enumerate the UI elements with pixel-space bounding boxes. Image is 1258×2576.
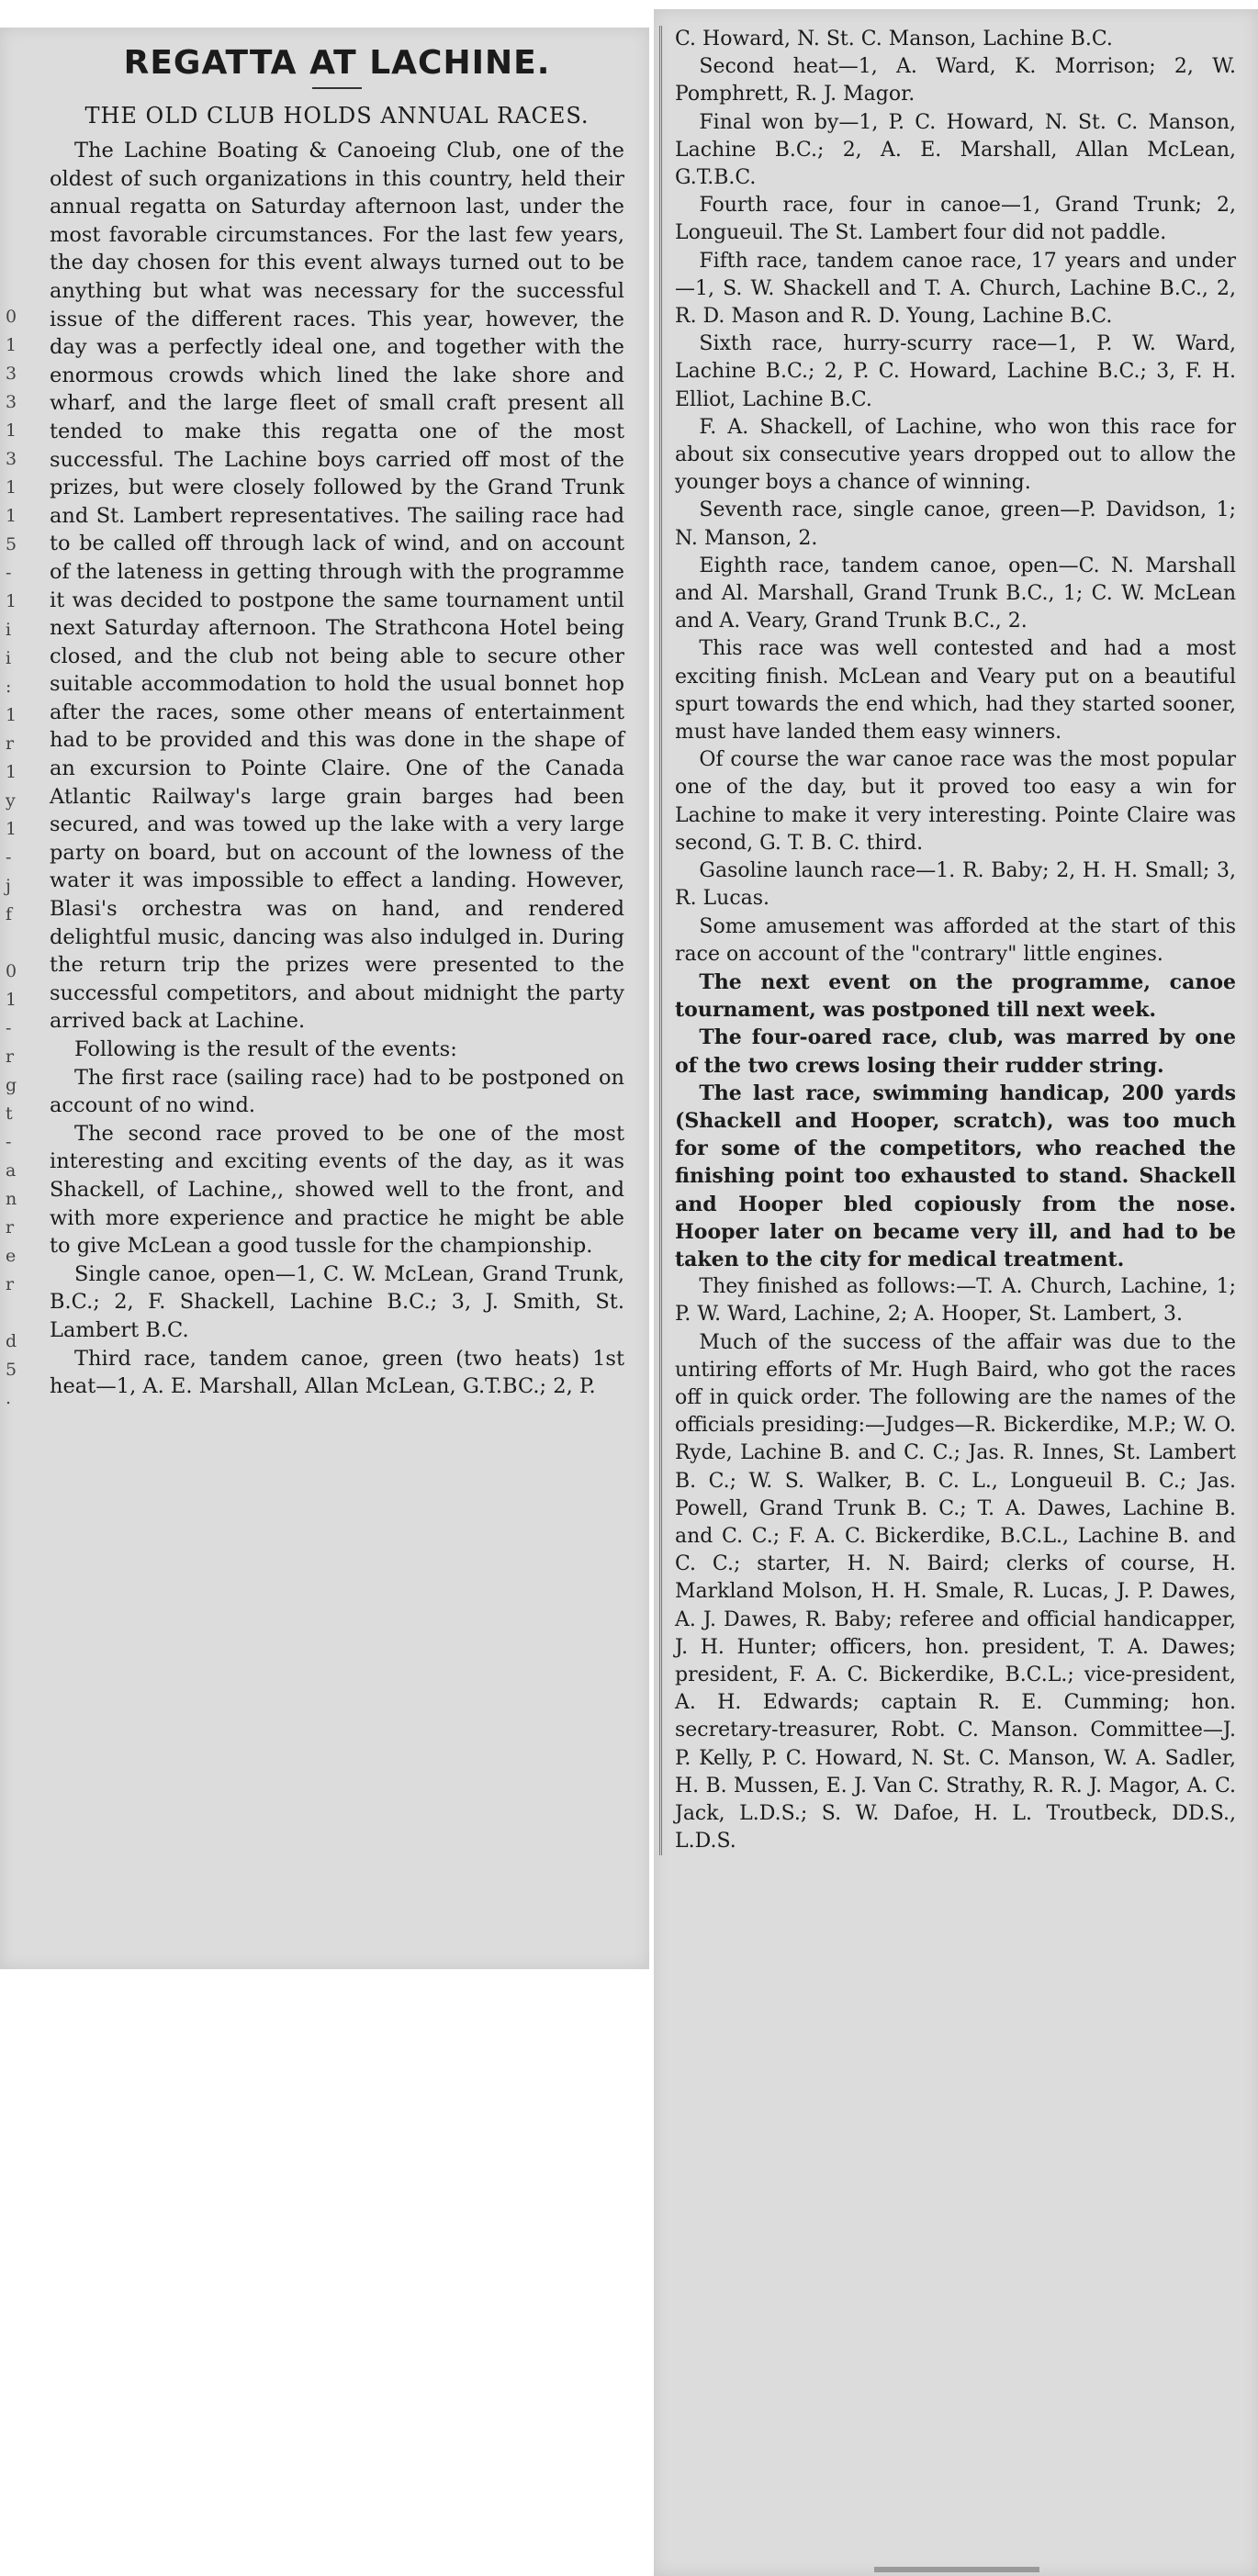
article-paragraph: Fifth race, tandem canoe race, 17 years and under—1, S. W. Shackell and T. A. Church, Lachine B.C., 2, R. D. Mason and R. D. Young, Lachine B.C. [675,249,1236,329]
article-paragraph: The next event on the programme, canoe tournament, was postponed till next week. [675,969,1236,1023]
edge-mark: 1 [6,705,17,725]
article-paragraph: Eighth race, tandem canoe, open—C. N. Marshall and Al. Marshall, Grand Trunk B.C., 1; C. W. McLean and A. Veary, Grand Trunk B.C., 2. [675,554,1236,633]
edge-mark: . [6,1388,12,1408]
edge-mark: 0 [6,961,17,981]
left-column-body [50,137,624,1401]
headline-rule [312,87,362,89]
article-paragraph: Fourth race, four in canoe—1, Grand Trunk; 2, Longueuil. The St. Lambert four did not paddle. [675,194,1236,245]
edge-mark: 1 [6,591,17,611]
edge-mark: - [6,1132,12,1152]
edge-mark: 1 [6,819,17,839]
article-paragraph: C. Howard, N. St. C. Manson, Lachine B.C. [675,28,1113,50]
edge-mark: r [6,1274,15,1294]
edge-mark: 1 [6,762,17,782]
edge-mark: 1 [6,506,17,526]
article-paragraph: The Lachine Boating & Canoeing Club, one of the oldest of such organizations in this country, held their annual regatta on Saturday afternoon last, under the most favorable circumstances. For the last few years, the day chosen for this event always turned out to be anything but what was necessary for the successful issue of the different races. This year, however, the day was a perfectly ideal one, and together with the enormous crowds which lined the lake shore and wharf, and the large fleet of small craft present all tended to make this regatta one of the most successful. The Lachine boys carried off most of the prizes, but were closely followed by the Grand Trunk and St. Lambert representatives. The sailing race had to be called off through lack of wind, and on account of the lateness in getting through with the programme it was decided to postpone the same tournament until next Saturday afternoon. The Strathcona Hotel being closed, and the club not being able to secure other suitable accommodation to hold the usual bonnet hop after the races, some other means of entertainment had to be provided and this was done in the shape of an excursion to Pointe Claire. One of the Canada Atlantic Railway's large grain barges had been secured, and was towed up the lake with a very large party on board, but on account of the lowness of the water it was impossible to effect a landing. However, Blasi's orchestra was on hand, and rendered delightful music, dancing was also indulged in. During the return trip the prizes were presented to the successful competitors, and about midnight the party arrived back at Lachine. [50,139,624,1034]
edge-mark: a [6,1160,17,1181]
article-paragraph: Much of the success of the affair was due to the untiring efforts of Mr. Hugh Baird, who got the races off in quick order. The following are the names of the officials presiding:—Judges—R. Bickerdike, M.P.; W. O. Ryde, Lachine B. and C. C.; Jas. R. Innes, St. Lambert B. C.; W. S. Walker, B. C. L., Longueuil B. C.; Jas. Powell, Grand Trunk B. C.; T. A. Dawes, Lachine B. and C. C.; F. A. C. Bickerdike, B.C.L., Lachine B. and C. C.; starter, H. N. Baird; clerks of course, H. Markland Molson, H. H. Smale, R. Lucas, J. P. Dawes, A. J. Dawes, R. Baby; referee and official handicapper, J. H. Hunter; officers, hon. president, T. A. Dawes; president, F. A. C. Bickerdike, B.C.L.; vice-president, A. H. Edwards; captain R. E. Cumming; hon. secretary-treasurer, Robt. C. Manson. Committee—J. P. Kelly, P. C. Howard, N. St. C. Manson, W. A. Sadler, H. B. Mussen, E. J. Van C. Strathy, R. R. J. Magor, A. C. Jack, L.D.S.; S. W. Dafoe, H. L. Troutbeck, DD.S., L.D.S. [675,1330,1236,1854]
article-right-column [659,26,1247,1855]
edge-mark: 5 [6,534,17,554]
edge-mark [0,929,37,958]
edge-mark: i [6,648,12,668]
article-paragraph: They finished as follows:—T. A. Church, Lachine, 1; P. W. Ward, Lachine, 2; A. Hooper, St. Lambert, 3. [675,1275,1236,1327]
article-paragraph: Sixth race, hurry-scurry race—1, P. W. Ward, Lachine B.C.; 2, P. C. Howard, Lachine B.C.; 3, F. H. Elliot, Lachine B.C. [675,332,1236,411]
edge-mark [0,1299,37,1327]
article-paragraph: Of course the war canoe race was the most popular one of the day, but it proved too easy a win for Lachine to make it very interesting. Pointe Claire was second, G. T. B. C. third. [675,748,1236,855]
edge-mark: - [6,1018,12,1038]
edge-mark: 1 [6,335,17,355]
edge-mark: n [6,1189,17,1209]
edge-mark: r [6,734,15,754]
edge-mark: 1 [6,477,17,498]
article-paragraph: The second race proved to be one of the most interesting and exciting events of the day, as it was Shackell, of Lachine,, showed well to the front, and with more experience and practice he might be able to give McLean a good tussle for the championship. [50,1121,624,1259]
article-paragraph: This race was well contested and had a most exciting finish. McLean and Veary put on a beautiful spurt towards the end which, had they started sooner, must have landed them easy winners. [675,637,1236,745]
edge-mark: y [6,790,16,811]
edge-mark: g [6,1075,17,1095]
edge-mark: j [6,876,11,896]
article-paragraph: Third race, tandem canoe, green (two heats) 1st heat—1, A. E. Marshall, Allan McLean, G.T.BC.; 2, P. [50,1346,624,1399]
edge-mark: i [6,620,12,640]
article-paragraph: Single canoe, open—1, C. W. McLean, Grand Trunk, B.C.; 2, F. Shackell, Lachine B.C.; 3, J. Smith, St. Lambert B.C. [50,1261,624,1342]
edge-mark: r [6,1047,15,1067]
article-paragraph: Second heat—1, A. Ward, K. Morrison; 2, W. Pomphrett, R. J. Magor. [675,55,1236,106]
article-paragraph: Some amusement was afforded at the start of this race on account of the "contrary" little engines. [675,914,1236,966]
edge-mark: t [6,1103,13,1124]
article-paragraph: The four-oared race, club, was marred by one of the two crews losing their rudder string. [675,1025,1236,1078]
article-paragraph: Final won by—1, P. C. Howard, N. St. C. Manson, Lachine B.C.; 2, A. E. Marshall, Allan McLean, G.T.B.C. [675,110,1236,190]
article-paragraph: Following is the result of the events: [74,1037,457,1061]
edge-mark: 1 [6,990,17,1010]
bottom-rule [874,2567,1039,2572]
edge-mark: 5 [6,1360,17,1380]
adjacent-column-edge-marks [0,28,37,1969]
right-column-body [675,26,1236,1855]
edge-mark: 3 [6,449,17,469]
edge-mark: 3 [6,364,17,384]
article-paragraph: The last race, swimming handicap, 200 yards (Shackell and Hooper, scratch), was too much for some of the competitors, who reached the finishing point too exhausted to stand. Shackell and Hooper bled copiously from the nose. Hooper later on became very ill, and had to be taken to the city for medical treatment. [675,1081,1236,1271]
edge-mark: 1 [6,420,17,441]
edge-mark: - [6,847,12,868]
article-paragraph: Gasoline launch race—1. R. Baby; 2, H. H. Small; 3, R. Lucas. [675,859,1236,911]
edge-mark: d [6,1331,17,1351]
article-paragraph: F. A. Shackell, of Lachine, who won this race for about six consecutive years dropped out to allow the younger boys a chance of winning. [675,415,1236,495]
edge-mark: 0 [6,307,17,327]
clipping-left-column [0,28,649,1969]
article-subheadline: THE OLD CLUB HOLDS ANNUAL RACES. [84,103,590,129]
edge-mark: : [6,677,12,697]
article-headline: REGATTA AT LACHINE. [123,44,551,82]
edge-mark: r [6,1217,15,1238]
article-left-column [37,35,634,1401]
article-paragraph: The first race (sailing race) had to be postponed on account of no wind. [50,1065,624,1118]
edge-mark: f [6,904,13,924]
article-paragraph: Seventh race, single canoe, green—P. Davidson, 1; N. Manson, 2. [675,498,1236,550]
edge-mark: - [6,563,12,583]
edge-mark: 3 [6,392,17,412]
clipping-right-column [654,9,1258,2576]
edge-mark: e [6,1246,17,1266]
